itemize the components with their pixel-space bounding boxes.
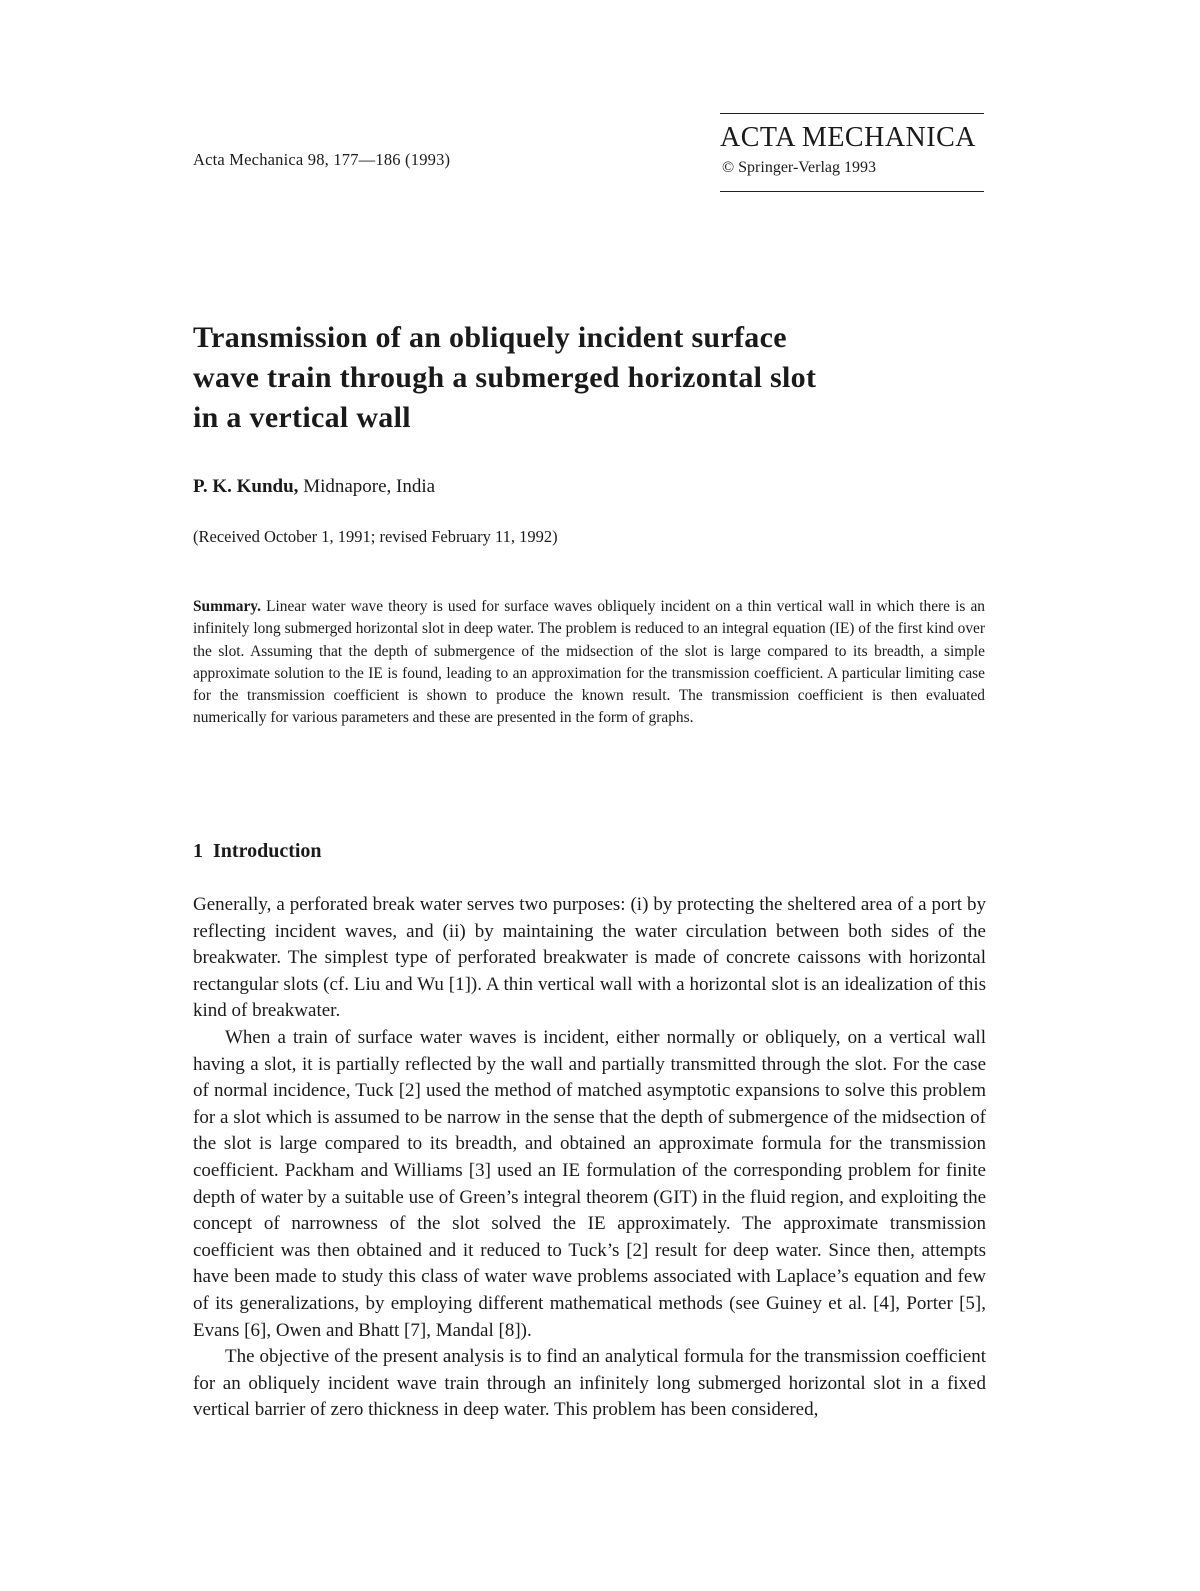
paragraph: When a train of surface water waves is incident, either normally or obliquely, on a vertical wall having a slot, it is partially reflected by the wall and partially transmitted through the slot. For the case of normal incidence, Tuck [2] used the method of matched asymptotic expansions to solve this problem for a slot which is assumed to be narrow in the sense that the depth of submergence of the midsection of the slot is large compared to its breadth, and obtained an approximate formula for the transmission coefficient. Packham and Williams [3] used an IE formulation of the corresponding problem for finite depth of water by a suitable use of Green’s integral theorem (GIT) in the fluid region, and exploiting the concept of narrowness of the slot solved the IE approximately. The approximate transmission coefficient was then obtained and it reduced to Tuck’s [2] result for deep water. Since then, attempts have been made to study this class of water wave problems associated with Laplace’s equation and few of its generalizations, by employing different mathematical methods (see Guiney et al. [4], Porter [5], Evans [6], Owen and Bhatt [7], Mandal [8]). [193,1026,986,1341]
author-name: P. K. Kundu, [193,476,299,497]
masthead-top-rule [720,113,984,114]
body-text [193,890,986,1424]
section-number: 1 [193,840,203,862]
journal-reference: Acta Mechanica 98, 177—186 (1993) [193,150,451,169]
section-title: Introduction [213,840,322,862]
paper-title [193,318,953,438]
masthead-bottom-rule [720,191,984,192]
title-line: Transmission of an obliquely incident surface [193,321,787,354]
journal-name: ACTA MECHANICA [720,122,976,153]
section-heading [193,840,322,863]
summary-label: Summary. [193,598,261,615]
author-line [193,476,435,498]
paragraph: Generally, a perforated break water serves two purposes: (i) by protecting the sheltered area of a port by reflecting incident waves, and (ii) by maintaining the water circulation between both sides of the breakwater. The simplest type of perforated breakwater is made of concrete caissons with horizontal rectangular slots (cf. Liu and Wu [1]). A thin vertical wall with a horizontal slot is an idealization of this kind of breakwater. [193,894,986,1022]
summary-text: Linear water wave theory is used for surface waves obliquely incident on a thin vertical wall in which there is an infinitely long submerged horizontal slot in deep water. The problem is reduced to an integral equation (IE) of the first kind over the slot. Assuming that the depth of submergence of the midsection of the slot is large compared to its breadth, a simple approximate solution to the IE is found, leading to an approximation for the transmission coefficient. A particular limiting case for the transmission coefficient is shown to produce the known result. The transmission coefficient is then evaluated numerically for various parameters and these are presented in the form of graphs. [193,598,985,727]
paragraph: The objective of the present analysis is to find an analytical formula for the transmission coefficient for an obliquely incident wave train through an infinitely long submerged horizontal slot in a fixed vertical barrier of zero thickness in deep water. This problem has been considered, [193,1346,986,1421]
abstract-summary [193,596,985,730]
author-affiliation: Midnapore, India [298,476,436,497]
copyright-notice: © Springer-Verlag 1993 [722,159,877,176]
title-line: wave train through a submerged horizontal slot [193,361,817,394]
journal-masthead [720,113,984,192]
received-dates: (Received October 1, 1991; revised February 11, 1992) [193,527,558,546]
title-line: in a vertical wall [193,401,411,434]
